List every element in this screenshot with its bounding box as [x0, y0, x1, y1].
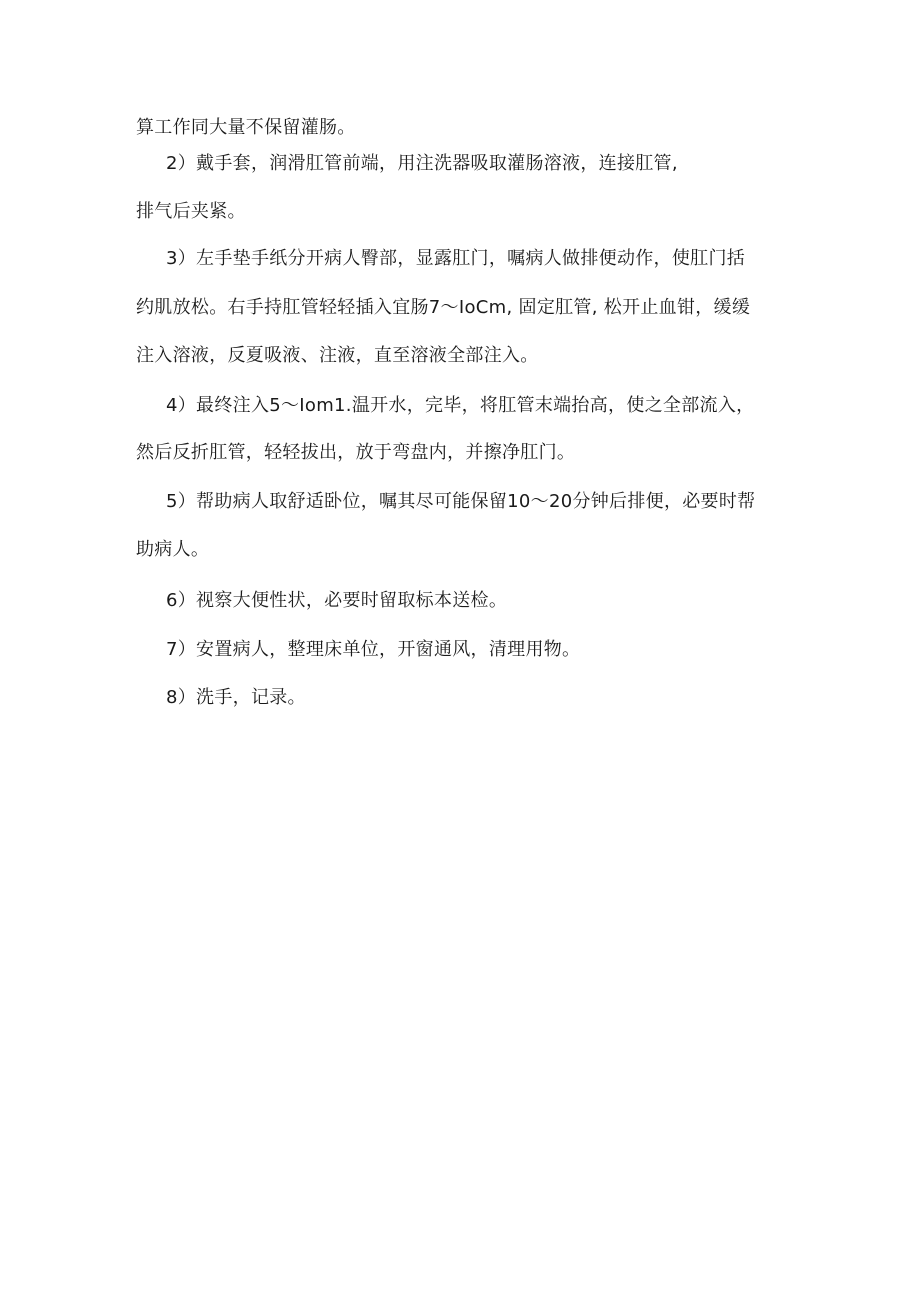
text-line: 5）帮助病人取舒适卧位，嘱其尽可能保留10〜20分钟后排便，必要时帮 — [166, 491, 756, 512]
text-line: 7）安置病人，整理床单位，开窗通风，清理用物。 — [166, 639, 581, 660]
text-line: 4）最终注入5〜Iom1.温开水，完毕，将肛管末端抬高，使之全部流入， — [166, 395, 755, 416]
text-line: 算工作同大量不保留灌肠。 — [136, 117, 356, 138]
text-line: 约肌放松。右手持肛管轻轻插入宜肠7〜IoCm, 固定肛管, 松开止血钳，缓缓 — [136, 297, 751, 318]
text-line: 3）左手垫手纸分开病人臀部，显露肛门，嘱病人做排便动作，使肛门括 — [166, 248, 746, 269]
text-line: 6）视察大便性状，必要时留取标本送检。 — [166, 590, 508, 611]
text-line: 2）戴手套，润滑肛管前端，用注洗器吸取灌肠溶液，连接肛管, — [166, 153, 678, 174]
text-line: 然后反折肛管，轻轻拔出，放于弯盘内，并擦净肛门。 — [136, 442, 576, 463]
text-line: 助病人。 — [136, 539, 210, 560]
text-line: 排气后夹紧。 — [136, 201, 246, 222]
text-line: 注入溶液，反夏吸液、注液，直至溶液全部注入。 — [136, 345, 539, 366]
text-line: 8）洗手，记录。 — [166, 687, 306, 708]
